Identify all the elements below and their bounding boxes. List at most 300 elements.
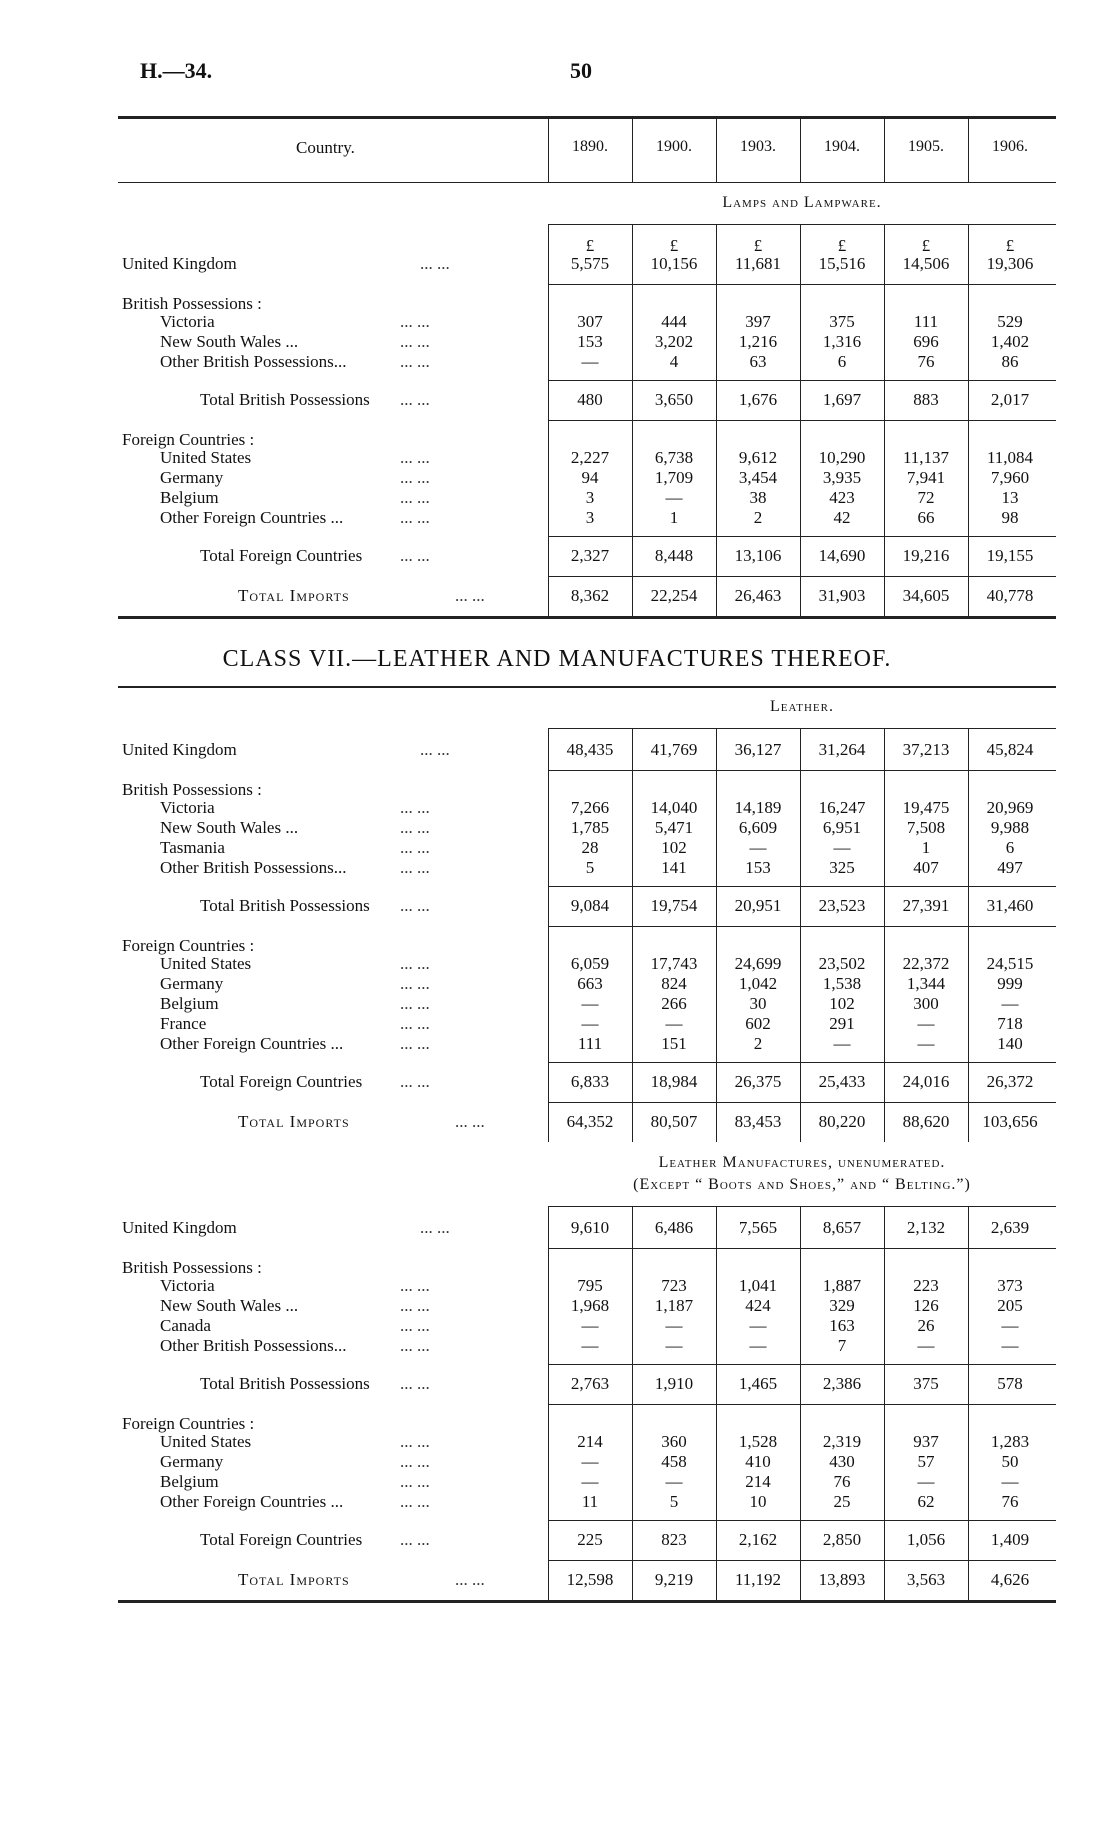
column-divider (716, 728, 717, 1142)
cell-value: 11,192 (734, 1570, 782, 1589)
cell-value: 723 (661, 1276, 687, 1295)
rule-line (548, 1248, 1056, 1249)
cell-value: 9,084 (570, 896, 610, 915)
cell-value: 6,486 (654, 1218, 694, 1237)
cell-value: 458 (661, 1452, 687, 1471)
column-divider (716, 116, 717, 182)
cell-value: 2 (753, 508, 763, 527)
cell-value: 4,626 (990, 1570, 1030, 1589)
rule-line (548, 420, 1056, 421)
cell-value: 50 (1001, 1452, 1019, 1471)
rule-line (548, 770, 1056, 771)
cell-value: 19,155 (986, 546, 1034, 565)
cell-value: 329 (829, 1296, 855, 1315)
cell-value: 111 (913, 312, 939, 331)
cell-value: — (581, 1336, 599, 1355)
cell-value: — (665, 1014, 683, 1033)
currency-symbol: £ (1005, 236, 1015, 255)
section-title: Lamps and Lampware. (722, 194, 882, 211)
row-label: United Kingdom (122, 1218, 237, 1237)
cell-value: — (749, 1316, 767, 1335)
cell-value: 1,785 (570, 818, 610, 837)
cell-value: 14,040 (650, 798, 698, 817)
cell-value: 6,059 (570, 954, 610, 973)
cell-value: 62 (917, 1492, 935, 1511)
cell-value: 602 (745, 1014, 771, 1033)
cell-value: 76 (917, 352, 935, 371)
cell-value: 88,620 (902, 1112, 950, 1131)
rule-line (548, 1560, 1056, 1561)
cell-value: 141 (661, 858, 687, 877)
row-leaders: ... ... (400, 1034, 430, 1053)
cell-value: 27,391 (902, 896, 950, 915)
cell-value: 19,306 (986, 254, 1034, 273)
cell-value: 578 (997, 1374, 1023, 1393)
cell-value: — (917, 1472, 935, 1491)
cell-value: 300 (913, 994, 939, 1013)
row-label: Belgium (160, 488, 219, 507)
rule-line (548, 1404, 1056, 1405)
row-leaders: ... ... (400, 468, 430, 487)
page-header-ref: H.—34. (140, 58, 213, 83)
group-header: British Possessions : (122, 294, 262, 313)
cell-value: 151 (661, 1034, 687, 1053)
cell-value: 9,219 (654, 1570, 694, 1589)
cell-value: 14,189 (734, 798, 782, 817)
cell-value: 126 (913, 1296, 939, 1315)
cell-value: 9,988 (990, 818, 1030, 837)
column-divider (800, 116, 801, 182)
cell-value: 76 (833, 1472, 851, 1491)
row-leaders: ... ... (400, 1492, 430, 1511)
cell-value: — (665, 1316, 683, 1335)
row-leaders: ... ... (400, 896, 430, 915)
row-leaders: ... ... (400, 1296, 430, 1315)
row-leaders: ... ... (420, 740, 450, 759)
cell-value: 13,893 (818, 1570, 866, 1589)
row-leaders: ... ... (400, 818, 430, 837)
cell-value: 1,887 (822, 1276, 862, 1295)
cell-value: 423 (829, 488, 855, 507)
cell-value: 4 (669, 352, 679, 371)
rule-line (548, 886, 1056, 887)
cell-value: 3,202 (654, 332, 694, 351)
row-leaders: ... ... (400, 838, 430, 857)
cell-value: 5,471 (654, 818, 694, 837)
cell-value: 410 (745, 1452, 771, 1471)
cell-value: 10,156 (650, 254, 698, 273)
row-leaders: ... ... (400, 1452, 430, 1471)
cell-value: 360 (661, 1432, 687, 1451)
cell-value: — (581, 1452, 599, 1471)
group-header: Foreign Countries : (122, 1414, 255, 1433)
cell-value: 3 (585, 488, 595, 507)
cell-value: 80,220 (818, 1112, 866, 1131)
cell-value: 16,247 (818, 798, 866, 817)
cell-value: 7,941 (906, 468, 946, 487)
cell-value: 407 (913, 858, 939, 877)
cell-value: 72 (917, 488, 935, 507)
cell-value: 57 (917, 1452, 935, 1471)
row-leaders: ... ... (400, 488, 430, 507)
row-leaders: ... ... (400, 332, 430, 351)
cell-value: 31,264 (818, 740, 866, 759)
cell-value: 8,448 (654, 546, 694, 565)
cell-value: 480 (577, 390, 603, 409)
section-subtitle: (Except “ Boots and Shoes,” and “ Belting.”) (633, 1176, 971, 1193)
cell-value: 7,266 (570, 798, 610, 817)
cell-value: 2,227 (570, 448, 610, 467)
row-label: Other Foreign Countries ... (160, 1492, 344, 1511)
cell-value: 22,372 (902, 954, 950, 973)
column-divider (548, 1206, 549, 1600)
row-leaders: ... ... (400, 994, 430, 1013)
cell-value: 19,216 (902, 546, 950, 565)
row-label: Belgium (160, 1472, 219, 1491)
cell-value: 444 (661, 312, 687, 331)
row-label: Victoria (160, 1276, 215, 1295)
rule-line (118, 1600, 1056, 1603)
cell-value: 823 (661, 1530, 687, 1549)
class-title: CLASS VII.—LEATHER AND MANUFACTURES THEREOF. (222, 646, 892, 672)
row-leaders: ... ... (400, 1072, 430, 1091)
cell-value: 2 (753, 1034, 763, 1053)
cell-value: 13,106 (734, 546, 782, 565)
rule-line (118, 686, 1056, 688)
rule-line (548, 1102, 1056, 1103)
cell-value: 937 (913, 1432, 939, 1451)
row-leaders: ... ... (400, 390, 430, 409)
column-divider (884, 116, 885, 182)
cell-value: 5 (585, 858, 595, 877)
row-leaders: ... ... (400, 1472, 430, 1491)
cell-value: — (917, 1336, 935, 1355)
cell-value: 7,960 (990, 468, 1030, 487)
cell-value: 375 (913, 1374, 939, 1393)
cell-value: 1 (669, 508, 679, 527)
cell-value: 291 (829, 1014, 855, 1033)
cell-value: — (833, 838, 851, 857)
row-leaders: ... ... (420, 254, 450, 273)
column-divider (968, 116, 969, 182)
cell-value: 13 (1001, 488, 1019, 507)
row-label: Total Imports (238, 1112, 350, 1131)
rule-line (548, 1062, 1056, 1063)
cell-value: 19,754 (650, 896, 698, 915)
cell-value: 36,127 (734, 740, 782, 759)
cell-value: 2,327 (570, 546, 610, 565)
cell-value: 111 (577, 1034, 603, 1053)
column-header-year: 1905. (908, 138, 944, 155)
row-label: New South Wales ... (160, 332, 299, 351)
cell-value: 7 (837, 1336, 847, 1355)
cell-value: 2,850 (822, 1530, 862, 1549)
rule-line (548, 576, 1056, 577)
column-divider (968, 728, 969, 1142)
rule-line (118, 182, 1056, 183)
page-number: 50 (570, 58, 592, 83)
column-header-year: 1906. (992, 138, 1028, 155)
cell-value: 6,951 (822, 818, 862, 837)
row-label: Germany (160, 1452, 224, 1471)
cell-value: 1,316 (822, 332, 862, 351)
cell-value: — (917, 1034, 935, 1053)
cell-value: — (581, 1316, 599, 1335)
cell-value: 153 (745, 858, 771, 877)
row-label: United States (160, 1432, 252, 1451)
row-label: Total British Possessions (200, 896, 370, 915)
cell-value: 26,372 (986, 1072, 1034, 1091)
cell-value: 37,213 (902, 740, 950, 759)
cell-value: 26,463 (734, 586, 782, 605)
cell-value: 10 (749, 1492, 767, 1511)
cell-value: 15,516 (818, 254, 866, 273)
column-divider (632, 1206, 633, 1600)
cell-value: 1,041 (738, 1276, 778, 1295)
cell-value: 2,639 (990, 1218, 1030, 1237)
row-leaders: ... ... (400, 1336, 430, 1355)
cell-value: 6 (1005, 838, 1015, 857)
cell-value: 373 (997, 1276, 1023, 1295)
cell-value: — (665, 1336, 683, 1355)
cell-value: 696 (913, 332, 939, 351)
cell-value: 214 (745, 1472, 771, 1491)
cell-value: 2,132 (906, 1218, 946, 1237)
section-title: Leather Manufactures, unenumerated. (658, 1154, 946, 1171)
row-label: Total Foreign Countries (200, 1530, 363, 1549)
row-leaders: ... ... (400, 1432, 430, 1451)
cell-value: 2,763 (570, 1374, 610, 1393)
cell-value: 2,319 (822, 1432, 862, 1451)
cell-value: 7,565 (738, 1218, 778, 1237)
rule-line (548, 1520, 1056, 1521)
currency-symbol: £ (753, 236, 763, 255)
row-label: Total British Possessions (200, 390, 370, 409)
cell-value: 41,769 (650, 740, 698, 759)
column-header-country: Country. (296, 138, 355, 157)
cell-value: 430 (829, 1452, 855, 1471)
cell-value: 80,507 (650, 1112, 698, 1131)
column-header-year: 1890. (572, 138, 608, 155)
rule-line (118, 616, 1056, 619)
cell-value: 86 (1001, 352, 1019, 371)
cell-value: 17,743 (650, 954, 698, 973)
group-header: Foreign Countries : (122, 430, 255, 449)
cell-value: 6 (837, 352, 847, 371)
row-leaders: ... ... (400, 352, 430, 371)
rule-line (548, 1364, 1056, 1365)
cell-value: 94 (581, 468, 599, 487)
column-divider (968, 1206, 969, 1600)
cell-value: 11,084 (986, 448, 1034, 467)
cell-value: — (581, 1472, 599, 1491)
cell-value: 9,612 (738, 448, 778, 467)
cell-value: 1,465 (738, 1374, 778, 1393)
row-label: United States (160, 954, 252, 973)
currency-symbol: £ (585, 236, 595, 255)
cell-value: 103,656 (982, 1112, 1038, 1131)
rule-line (548, 380, 1056, 381)
row-label: Tasmania (160, 838, 225, 857)
cell-value: 6,833 (570, 1072, 610, 1091)
cell-value: 10,290 (818, 448, 866, 467)
cell-value: 1,216 (738, 332, 778, 351)
cell-value: 26 (917, 1316, 935, 1335)
cell-value: 9,610 (570, 1218, 610, 1237)
column-divider (716, 224, 717, 616)
cell-value: 30 (749, 994, 767, 1013)
cell-value: 397 (745, 312, 771, 331)
cell-value: 205 (997, 1296, 1023, 1315)
cell-value: 66 (917, 508, 935, 527)
cell-value: 31,903 (818, 586, 866, 605)
row-label: Victoria (160, 312, 215, 331)
cell-value: 2,162 (738, 1530, 778, 1549)
cell-value: 22,254 (650, 586, 698, 605)
cell-value: 6,609 (738, 818, 778, 837)
row-leaders: ... ... (400, 312, 430, 331)
cell-value: 1,283 (990, 1432, 1030, 1451)
row-label: Germany (160, 468, 224, 487)
cell-value: — (1001, 994, 1019, 1013)
row-label: Other Foreign Countries ... (160, 1034, 344, 1053)
column-header-year: 1900. (656, 138, 692, 155)
cell-value: 663 (577, 974, 603, 993)
row-label: Other Foreign Countries ... (160, 508, 344, 527)
cell-value: 5,575 (570, 254, 610, 273)
cell-value: 28 (581, 838, 599, 857)
cell-value: 76 (1001, 1492, 1019, 1511)
cell-value: 38 (749, 488, 767, 507)
cell-value: 999 (997, 974, 1023, 993)
cell-value: 1,344 (906, 974, 946, 993)
cell-value: 102 (661, 838, 687, 857)
cell-value: 24,515 (986, 954, 1034, 973)
cell-value: 1 (921, 838, 931, 857)
cell-value: 64,352 (566, 1112, 614, 1131)
cell-value: 83,453 (734, 1112, 782, 1131)
cell-value: 307 (577, 312, 603, 331)
row-label: United Kingdom (122, 740, 237, 759)
cell-value: 48,435 (566, 740, 614, 759)
row-leaders: ... ... (400, 954, 430, 973)
cell-value: 1,910 (654, 1374, 694, 1393)
group-header: British Possessions : (122, 1258, 262, 1277)
row-label: Germany (160, 974, 224, 993)
cell-value: 424 (745, 1296, 771, 1315)
cell-value: 7,508 (906, 818, 946, 837)
cell-value: 529 (997, 312, 1023, 331)
currency-symbol: £ (837, 236, 847, 255)
row-label: United Kingdom (122, 254, 237, 273)
cell-value: 63 (749, 352, 767, 371)
rule-line (548, 536, 1056, 537)
row-label: Total Imports (238, 1570, 350, 1589)
cell-value: 6,738 (654, 448, 694, 467)
currency-symbol: £ (669, 236, 679, 255)
row-label: Total Foreign Countries (200, 1072, 363, 1091)
cell-value: 24,016 (902, 1072, 950, 1091)
cell-value: 14,690 (818, 546, 866, 565)
column-divider (632, 728, 633, 1142)
cell-value: — (665, 488, 683, 507)
cell-value: 3,454 (738, 468, 778, 487)
cell-value: 163 (829, 1316, 855, 1335)
cell-value: 25 (833, 1492, 851, 1511)
column-divider (800, 1206, 801, 1600)
row-label: Total Foreign Countries (200, 546, 363, 565)
cell-value: 20,969 (986, 798, 1034, 817)
cell-value: 34,605 (902, 586, 950, 605)
column-divider (632, 116, 633, 182)
column-divider (884, 1206, 885, 1600)
cell-value: 11 (581, 1492, 599, 1511)
cell-value: — (581, 994, 599, 1013)
row-leaders: ... ... (400, 1276, 430, 1295)
column-divider (548, 116, 549, 182)
row-leaders: ... ... (455, 1112, 485, 1131)
row-leaders: ... ... (400, 1014, 430, 1033)
row-leaders: ... ... (400, 798, 430, 817)
cell-value: 1,056 (906, 1530, 946, 1549)
column-divider (884, 224, 885, 616)
row-leaders: ... ... (455, 586, 485, 605)
cell-value: 14,506 (902, 254, 950, 273)
rule-line (548, 926, 1056, 927)
cell-value: 1,409 (990, 1530, 1030, 1549)
cell-value: — (1001, 1316, 1019, 1335)
cell-value: 31,460 (986, 896, 1034, 915)
cell-value: 23,502 (818, 954, 866, 973)
cell-value: 26,375 (734, 1072, 782, 1091)
row-leaders: ... ... (400, 1316, 430, 1335)
cell-value: 3 (585, 508, 595, 527)
rule-line (548, 1206, 1056, 1207)
row-label: New South Wales ... (160, 1296, 299, 1315)
cell-value: 23,523 (818, 896, 866, 915)
row-label: United States (160, 448, 252, 467)
cell-value: 8,362 (570, 586, 610, 605)
rule-line (548, 284, 1056, 285)
cell-value: 1,538 (822, 974, 862, 993)
cell-value: 497 (997, 858, 1023, 877)
cell-value: — (1001, 1472, 1019, 1491)
cell-value: 8,657 (822, 1218, 862, 1237)
cell-value: 1,697 (822, 390, 862, 409)
cell-value: 1,968 (570, 1296, 610, 1315)
cell-value: 1,676 (738, 390, 778, 409)
row-label: Other British Possessions... (160, 858, 347, 877)
cell-value: 11,681 (734, 254, 782, 273)
row-leaders: ... ... (400, 974, 430, 993)
row-leaders: ... ... (400, 546, 430, 565)
rule-line (548, 728, 1056, 729)
column-divider (800, 728, 801, 1142)
cell-value: 19,475 (902, 798, 950, 817)
cell-value: 325 (829, 858, 855, 877)
section-title: Leather. (770, 698, 834, 715)
cell-value: 1,528 (738, 1432, 778, 1451)
cell-value: — (749, 1336, 767, 1355)
cell-value: 24,699 (734, 954, 782, 973)
row-label: Victoria (160, 798, 215, 817)
cell-value: 1,402 (990, 332, 1030, 351)
row-label: New South Wales ... (160, 818, 299, 837)
cell-value: — (581, 352, 599, 371)
row-label: Other British Possessions... (160, 1336, 347, 1355)
cell-value: 40,778 (986, 586, 1034, 605)
rule-line (118, 116, 1056, 119)
